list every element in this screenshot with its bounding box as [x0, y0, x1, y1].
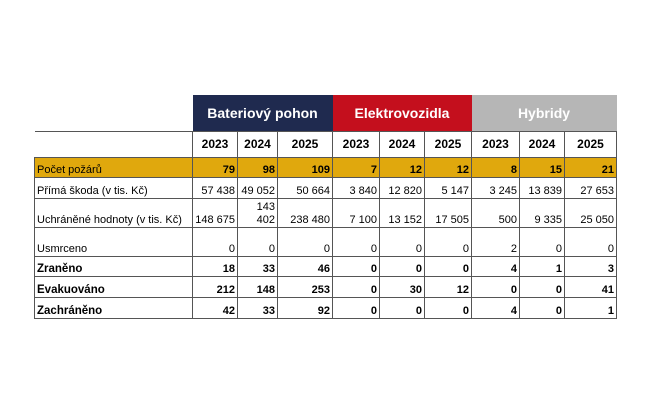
row-label: Usmrceno: [35, 228, 193, 257]
value-cell: 0: [520, 298, 565, 319]
value-cell: 0: [278, 228, 333, 257]
value-cell: 148 675: [193, 199, 238, 228]
value-cell: 46: [278, 257, 333, 277]
value-cell: 8: [472, 158, 520, 178]
value-cell: 12: [425, 158, 472, 178]
value-cell: 5 147: [425, 178, 472, 199]
year-header: 2024: [380, 132, 425, 158]
value-cell: 0: [380, 298, 425, 319]
row-label: Zachráněno: [35, 298, 193, 319]
header-blank-cell: [35, 95, 193, 132]
value-cell: 0: [425, 257, 472, 277]
value-cell: 12: [425, 277, 472, 298]
value-cell: 3 245: [472, 178, 520, 199]
year-header: 2023: [472, 132, 520, 158]
group-header-battery: Bateriový pohon: [193, 95, 333, 132]
value-cell: 98: [238, 158, 278, 178]
row-label: Počet požárů: [35, 158, 193, 178]
value-cell: 0: [425, 298, 472, 319]
value-cell: 33: [238, 257, 278, 277]
value-cell: 13 839: [520, 178, 565, 199]
row-injured: [35, 257, 617, 277]
year-header: 2023: [333, 132, 380, 158]
value-cell: 12: [380, 158, 425, 178]
value-cell: 4: [472, 298, 520, 319]
value-cell: 0: [333, 228, 380, 257]
row-label: Uchráněné hodnoty (v tis. Kč): [35, 199, 193, 228]
value-cell: 42: [193, 298, 238, 319]
value-cell: 143 402: [238, 199, 278, 228]
value-cell: 0: [380, 228, 425, 257]
value-cell: 500: [472, 199, 520, 228]
value-cell: 13 152: [380, 199, 425, 228]
year-header: 2024: [520, 132, 565, 158]
value-cell: 0: [425, 228, 472, 257]
value-cell: 109: [278, 158, 333, 178]
group-header-row: [35, 95, 617, 132]
value-cell: 33: [238, 298, 278, 319]
group-header-hybrid: Hybridy: [472, 95, 617, 132]
value-cell: 4: [472, 257, 520, 277]
row-evacuated: [35, 277, 617, 298]
row-killed: [35, 228, 617, 257]
year-header: 2025: [278, 132, 333, 158]
year-header: 2025: [565, 132, 617, 158]
value-cell: 2: [472, 228, 520, 257]
value-cell: 0: [472, 277, 520, 298]
value-cell: 7 100: [333, 199, 380, 228]
row-saved-values: [35, 199, 617, 228]
value-cell: 1: [565, 298, 617, 319]
value-cell: 3 840: [333, 178, 380, 199]
year-header: 2023: [193, 132, 238, 158]
fire-statistics-table-container: [34, 95, 617, 319]
value-cell: 57 438: [193, 178, 238, 199]
value-cell: 92: [278, 298, 333, 319]
year-header-blank-cell: [35, 132, 193, 158]
value-cell: 0: [193, 228, 238, 257]
value-cell: 18: [193, 257, 238, 277]
row-label: Zraněno: [35, 257, 193, 277]
value-cell: 25 050: [565, 199, 617, 228]
fire-statistics-table: [34, 95, 617, 319]
value-cell: 212: [193, 277, 238, 298]
value-cell: 253: [278, 277, 333, 298]
value-cell: 27 653: [565, 178, 617, 199]
value-cell: 0: [380, 257, 425, 277]
value-cell: 49 052: [238, 178, 278, 199]
value-cell: 0: [565, 228, 617, 257]
value-cell: 3: [565, 257, 617, 277]
value-cell: 0: [520, 228, 565, 257]
row-direct-damage: [35, 178, 617, 199]
value-cell: 0: [238, 228, 278, 257]
year-header: 2025: [425, 132, 472, 158]
value-cell: 0: [333, 298, 380, 319]
value-cell: 1: [520, 257, 565, 277]
value-cell: 50 664: [278, 178, 333, 199]
value-cell: 0: [333, 257, 380, 277]
value-cell: 238 480: [278, 199, 333, 228]
value-cell: 79: [193, 158, 238, 178]
value-cell: 15: [520, 158, 565, 178]
row-fires-count: [35, 158, 617, 178]
row-label: Evakuováno: [35, 277, 193, 298]
value-cell: 0: [520, 277, 565, 298]
value-cell: 41: [565, 277, 617, 298]
value-cell: 9 335: [520, 199, 565, 228]
year-header: 2024: [238, 132, 278, 158]
value-cell: 0: [333, 277, 380, 298]
row-rescued: [35, 298, 617, 319]
value-cell: 30: [380, 277, 425, 298]
year-header-row: [35, 132, 617, 158]
value-cell: 17 505: [425, 199, 472, 228]
row-label: Přímá škoda (v tis. Kč): [35, 178, 193, 199]
group-header-electric: Elektrovozidla: [333, 95, 472, 132]
value-cell: 7: [333, 158, 380, 178]
value-cell: 148: [238, 277, 278, 298]
value-cell: 12 820: [380, 178, 425, 199]
value-cell: 21: [565, 158, 617, 178]
